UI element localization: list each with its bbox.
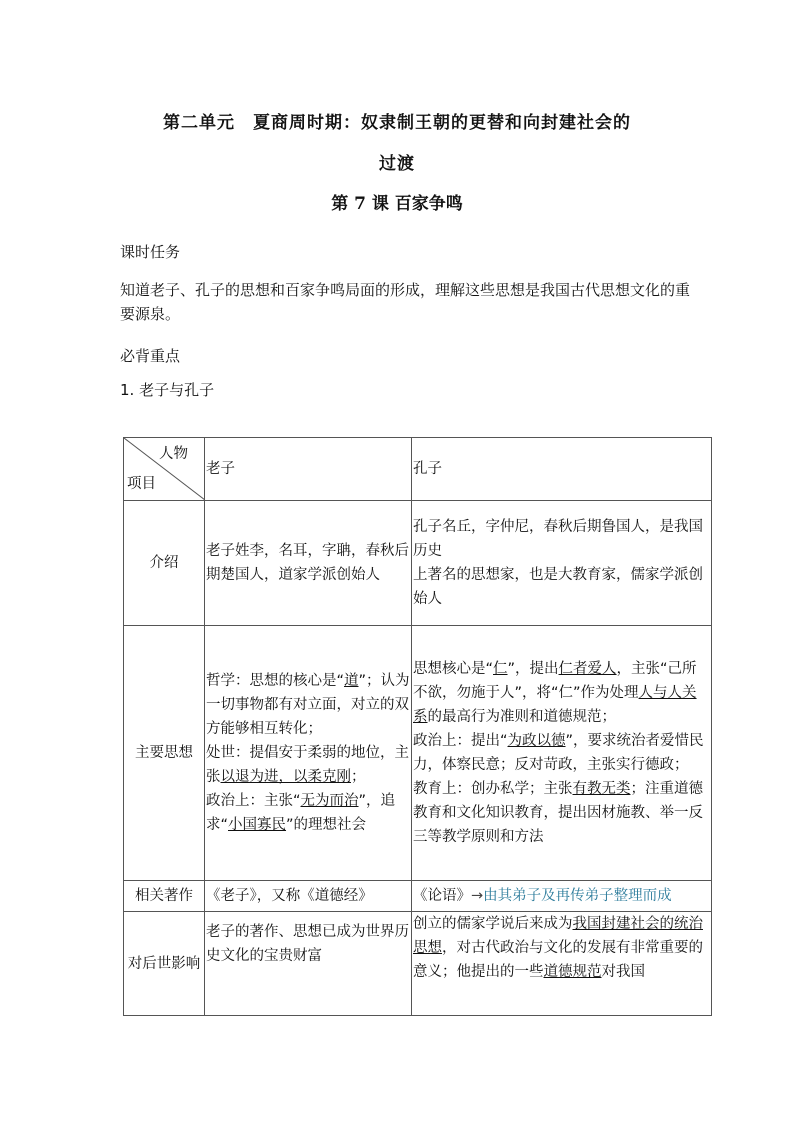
kongzi-works xyxy=(412,881,712,912)
unit-title-line2: 过渡 xyxy=(379,154,415,174)
laozi-influence: 老子的著作、思想已成为世界历史文化的宝贵财富 xyxy=(205,912,412,1016)
row-label-intro: 介绍 xyxy=(124,501,205,626)
underlined-term: 仁 xyxy=(493,661,508,677)
text: 政治上：提出“ xyxy=(413,733,508,749)
text: 对我国 xyxy=(601,964,645,980)
underlined-term: 仁者爱人 xyxy=(558,661,617,677)
text: ；注重道德教育和文化知识教育，提出因材施教、举一反三等教学原则和方法 xyxy=(413,781,703,845)
row-label-influence: 对后世影响 xyxy=(124,912,205,1016)
col-header-kongzi: 孔子 xyxy=(412,438,712,501)
kongzi-intro-line1: 孔子名丘，字仲尼，春秋后期鲁国人，是我国历史 xyxy=(413,519,703,559)
text: 政治上：主张“ xyxy=(206,793,301,809)
underlined-term: 道德规范 xyxy=(543,964,602,980)
text: ，对古代政治与文化的发展有非常重要的意义；他提出的一些 xyxy=(413,940,703,980)
text: 的最高行为准则和道德规范； xyxy=(427,709,616,725)
table-row xyxy=(124,501,712,626)
kongzi-intro xyxy=(412,501,712,626)
comparison-table xyxy=(123,437,712,1016)
text: 教育上：创办私学；主张 xyxy=(413,781,573,797)
section-heading: 1. 老子与孔子 xyxy=(120,381,215,399)
laozi-conduct xyxy=(206,741,410,789)
table-row xyxy=(124,881,712,912)
kongzi-intro-line2: 上著名的思想家，也是大教育家，儒家学派创始人 xyxy=(413,567,703,607)
table-row xyxy=(124,626,712,881)
underlined-term: 以退为进，以柔克刚 xyxy=(220,769,351,785)
table-header-row xyxy=(124,438,712,501)
kongzi-core xyxy=(413,657,710,729)
underlined-term: 为政以德 xyxy=(507,733,566,749)
annotation-note: 由其弟子及再传弟子整理而成 xyxy=(483,888,672,904)
underlined-term: 无为而治 xyxy=(300,793,359,809)
text: ”，提出 xyxy=(507,661,559,677)
text: 处世：提倡安于柔弱的地位，主张 xyxy=(206,745,409,785)
row-label-works: 相关著作 xyxy=(124,881,205,912)
underlined-term: 小国寡民 xyxy=(228,817,287,833)
kongzi-politics xyxy=(413,729,710,777)
text: ”，追求“ xyxy=(206,793,396,833)
laozi-works: 《老子》，又称《道德经》 xyxy=(205,881,412,912)
key-points-heading: 必背重点 xyxy=(120,347,181,365)
diag-label-person: 人物 xyxy=(159,446,188,462)
table-row xyxy=(124,912,712,1016)
text: ”；认为一切事物都有对立面，对立的双方能够相互转化； xyxy=(206,673,410,737)
underlined-term: 我国封建社会的统治思想 xyxy=(413,916,703,956)
underlined-term: 道 xyxy=(344,673,359,689)
task-heading: 课时任务 xyxy=(120,243,181,261)
text: 思想核心是“ xyxy=(413,661,494,677)
text: ”的理想社会 xyxy=(286,817,367,833)
text: 创立的儒家学说后来成为 xyxy=(413,916,573,932)
laozi-philosophy xyxy=(206,669,410,741)
text: ； xyxy=(351,769,366,785)
col-header-laozi: 老子 xyxy=(205,438,412,501)
kongzi-influence xyxy=(412,912,712,1016)
task-body: 知道老子、孔子的思想和百家争鸣局面的形成，理解这些思想是我国古代思想文化的重要源泉。 xyxy=(120,281,691,323)
underlined-term: 有教无类 xyxy=(572,781,631,797)
lesson-title: 第 7 课 百家争鸣 xyxy=(331,194,463,214)
kongzi-education xyxy=(413,777,710,849)
laozi-ideas xyxy=(205,626,412,881)
text: ”，要求统治者爱惜民力，体察民意；反对苛政，主张实行德政； xyxy=(413,733,704,773)
diag-label-item: 项目 xyxy=(127,476,156,492)
analects-title: 《论语》 xyxy=(413,888,471,904)
laozi-politics xyxy=(206,789,410,837)
row-label-ideas: 主要思想 xyxy=(124,626,205,881)
underlined-term: 人与人关系 xyxy=(413,685,697,725)
laozi-intro: 老子姓李，名耳，字聃，春秋后期楚国人，道家学派创始人 xyxy=(205,501,412,626)
arrow-icon: → xyxy=(471,888,484,904)
kongzi-ideas xyxy=(412,626,712,881)
text: ，主张“己所不欲，勿施于人”，将“仁”作为处理 xyxy=(413,661,697,701)
text: 哲学：思想的核心是“ xyxy=(206,673,345,689)
unit-title-line1: 第二单元 夏商周时期：奴隶制王朝的更替和向封建社会的 xyxy=(163,113,631,133)
diagonal-header-cell xyxy=(124,438,205,501)
